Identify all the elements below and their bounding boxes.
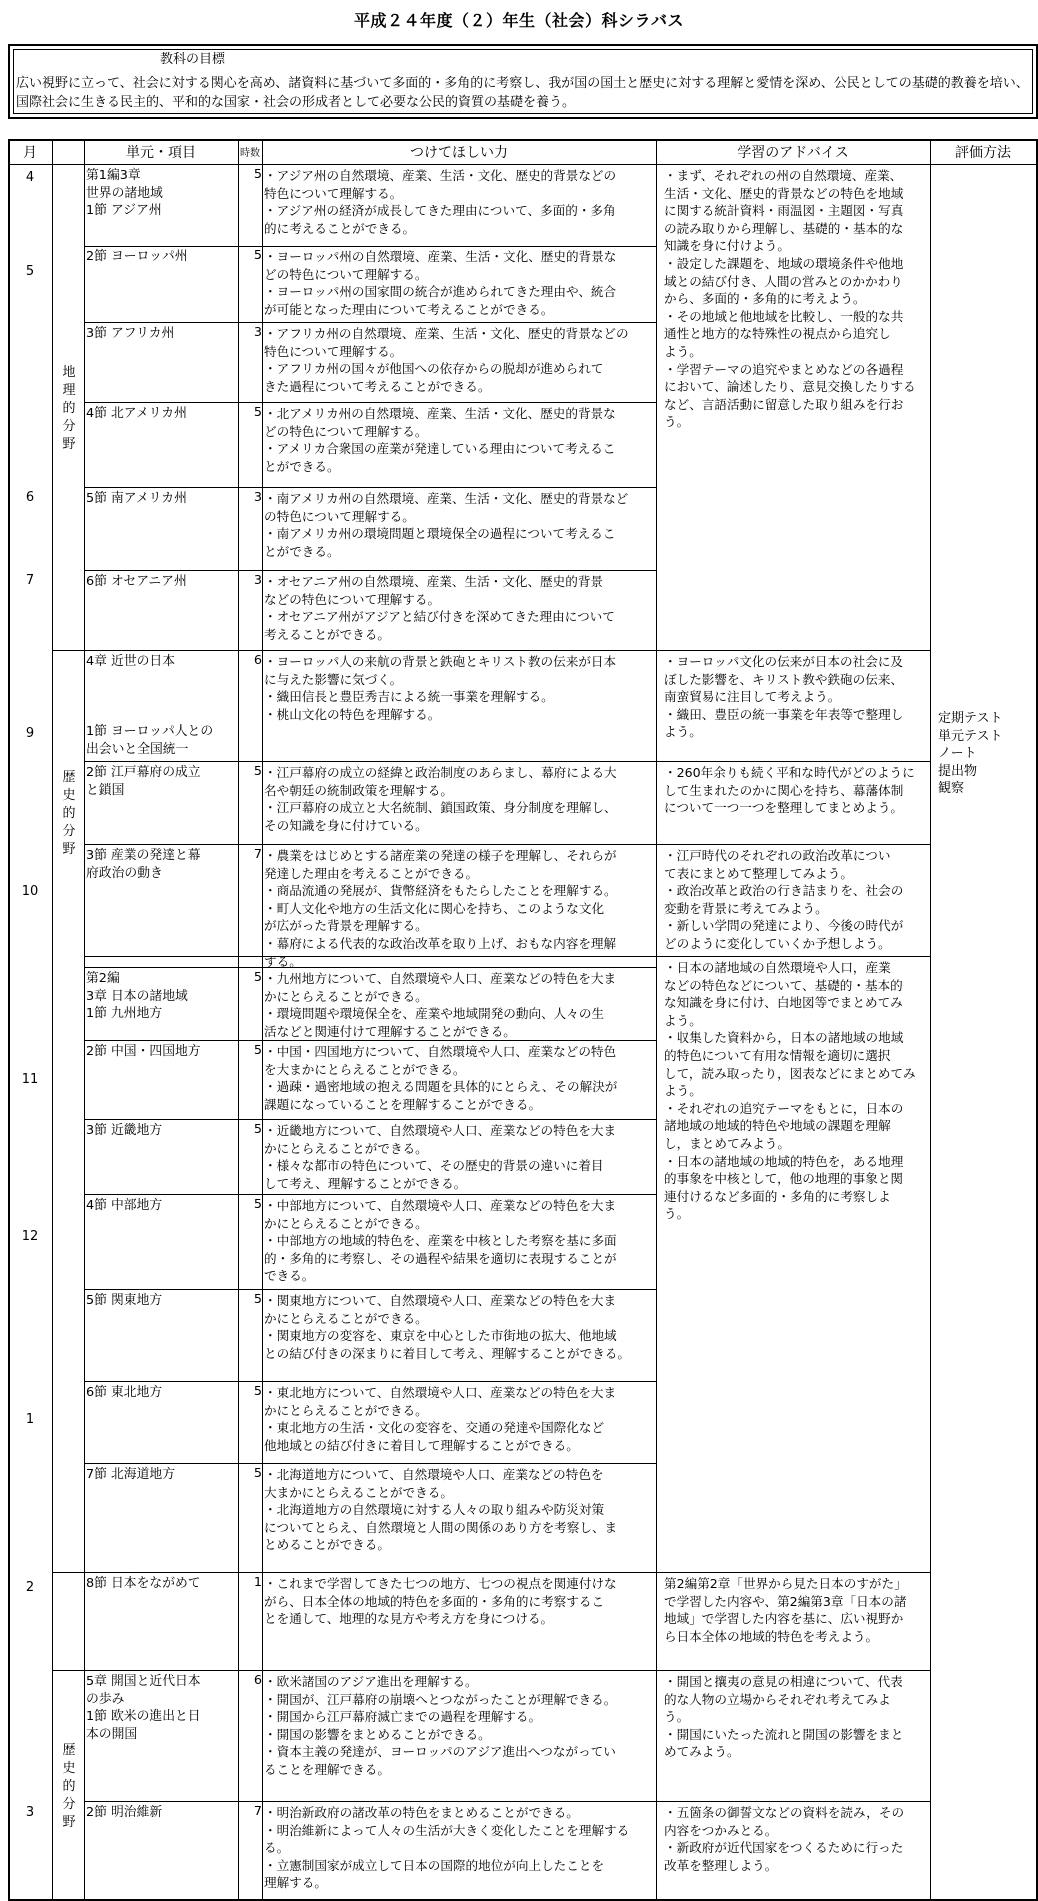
column-divider xyxy=(52,139,53,1901)
hours-cell: 5 xyxy=(253,248,262,263)
header-evaluation: 評価方法 xyxy=(955,144,1011,161)
goals-cell: ・欧米諸国のアジア進出を理解する。 ・開国が、江戸幕府の崩壊へとつながったことが理解できる。 ・開国から江戸幕府滅亡までの過程を理解する。 ・開国の影響をまとめることができる。 ・資本主義の発達が、ヨーロッパのアジア進出へつながってい ることを理解できる。 xyxy=(264,1674,617,1777)
unit-cell: 6節 オセアニア州 xyxy=(86,574,187,589)
unit-cell: 2節 ヨーロッパ州 xyxy=(86,249,188,264)
advice-cell: ・ヨーロッパ文化の伝来が日本の社会に及 ぼした影響を、キリスト教や鉄砲の伝来、 南蛮貿易に注目して考えよう。 ・織田、豊臣の統一事業を年表等で整理し よう。 xyxy=(664,654,904,740)
goals-cell: ・明治新政府の諸改革の特色をまとめることができる。 ・明治維新によって人々の生活が大きく変化したことを理解する る。 ・立憲制国家が成立して日本の国際的地位が向上したことを 理解する。 xyxy=(264,1805,630,1891)
header-unit: 単元・項目 xyxy=(126,144,196,161)
month-label: 7 xyxy=(25,573,35,588)
advice-cell: 第2編第2章「世界から見た日本のすがた」 で学習した内容や、第2編第3章「日本の諸 地域」で学習した内容を基に、広い視野か ら日本全体の地域的特色を考えよう。 xyxy=(664,1576,907,1644)
advice-cell: ・開国と攘夷の意見の相違について、代表 的な人物の立場からそれぞれ考えてみよ う。 ・開国にいたった流れと開国の影響をまと めてみよう。 xyxy=(664,1674,904,1760)
unit-cell: 8節 日本をながめて xyxy=(86,1576,201,1591)
row-divider xyxy=(52,1572,930,1573)
row-divider xyxy=(84,1463,656,1464)
header-month: 月 xyxy=(23,144,37,161)
month-label: 2 xyxy=(25,1580,35,1595)
unit-cell: 2節 江戸幕府の成立 と鎖国 xyxy=(86,765,201,798)
hours-cell: 5 xyxy=(253,1122,262,1137)
unit-cell: 2節 明治維新 xyxy=(86,1805,163,1820)
unit-cell: 第2編 3章 日本の諸地域 1節 九州地方 xyxy=(86,971,188,1022)
row-divider xyxy=(84,322,656,323)
month-label: 3 xyxy=(25,1805,35,1820)
row-divider xyxy=(84,1381,656,1382)
header-goals: つけてほしい力 xyxy=(410,144,508,161)
month-label: 10 xyxy=(21,884,39,899)
course-goal-text: 広い視野に立って、社会に対する関心を高め、諸資料に基づいて多面的・多角的に考察し、我が国の国土と歴史に対する理解と愛情を深め、公民としての基礎的教養を培い、国際社会に生きる民主的、平和的な国家・社会の形成者として必要な公民的資質の基礎を養う。 xyxy=(16,76,1029,110)
hours-cell: 5 xyxy=(253,764,262,779)
hours-cell: 5 xyxy=(253,970,262,985)
month-label: 12 xyxy=(21,1229,39,1244)
unit-cell: 第1編3章 世界の諸地域 1節 アジア州 xyxy=(86,168,163,219)
goals-cell: ・南アメリカ州の自然環境、産業、生活・文化、歴史的背景など の特色について理解する。 ・南アメリカ州の環境問題と環境保全の過程について考えるこ とができる。 xyxy=(264,491,629,559)
unit-cell: 3節 近畿地方 xyxy=(86,1123,163,1138)
unit-cell: 6節 東北地方 xyxy=(86,1385,163,1400)
unit-cell: 3節 産業の発達と幕 府政治の動き xyxy=(86,848,201,881)
goals-cell: ・九州地方について、自然環境や人口、産業などの特色を大ま かにとらえることができる。 ・環境問題や環境保全を、産業や地域開発の動向、人々の生 活などと関連付けて理解することができる。 xyxy=(264,971,617,1039)
hours-cell: 5 xyxy=(253,1466,262,1481)
goals-cell: ・東北地方について、自然環境や人口、産業などの特色を大ま かにとらえることができる。 ・東北地方の生活・文化の変容を、交通の発達や国際化など 他地域との結び付きに着目して理解することができる。 xyxy=(264,1385,617,1453)
unit-cell: 3節 アフリカ州 xyxy=(86,326,175,341)
goals-cell: ・近畿地方について、自然環境や人口、産業などの特色を大ま かにとらえることができる。 ・様々な都市の特色について、その歴史的背景の違いに着目 して考え、理解することができる。 xyxy=(264,1123,617,1191)
course-goal-label: 教科の目標 xyxy=(160,52,226,67)
header-advice: 学習のアドバイス xyxy=(737,144,849,161)
unit-cell: 4節 北アメリカ州 xyxy=(86,406,187,421)
unit-cell: 2節 中国・四国地方 xyxy=(86,1044,201,1059)
hours-cell: 1 xyxy=(253,1575,262,1590)
goals-cell: ・中国・四国地方について、自然環境や人口、産業などの特色 を大まかにとらえることができる。 ・過疎・過密地域の抱える問題を具体的にとらえ、その解決が 課題になっていることを理解することができる。 xyxy=(264,1044,618,1112)
hours-cell: 6 xyxy=(253,653,262,668)
header-divider xyxy=(8,164,1038,165)
advice-cell: ・まず、それぞれの州の自然環境、産業、 生活・文化、歴史的背景などの特色を地域 に関する統計資料・雨温図・主題図・写真 の読み取りから理解し、基礎的・基本的な 知識を身に付けよう。 ・設定した課題を、地域の環境条件や他地 域との結び付き、人間の営みとのかかわり から、多面的・多角的に考えよう。 ・その地域と他地域を比較し、一般的な共 通性と地方的な特殊性の視点から追究し よう。 ・学習テーマの追究やまとめなどの各過程 において、論述したり、意見交換したりする など、言語活動に留意した取り組みを行お う。 xyxy=(664,168,916,430)
evaluation-methods: 定期テスト 単元テスト ノート 提出物 観察 xyxy=(938,711,1003,797)
month-label: 9 xyxy=(25,726,35,741)
goals-cell: ・アジア州の自然環境、産業、生活・文化、歴史的背景などの 特色について理解する。 ・アジア州の経済が成長してきた理由について、多面的・多角 的に考えることができる。 xyxy=(264,168,617,236)
column-divider xyxy=(238,139,239,1901)
hours-cell: 5 xyxy=(253,405,262,420)
page-title: 平成２４年度（２）年生（社会）科シラバス xyxy=(353,11,684,30)
unit-cell: 4章 近世の日本 1節 ヨーロッパ人との 出会いと全国統一 xyxy=(86,654,214,757)
row-divider xyxy=(84,402,656,403)
goals-cell: ・オセアニア州の自然環境、産業、生活・文化、歴史的背景 などの特色について理解する。 ・オセアニア州がアジアと結び付きを深めてきた理由について 考えることができる。 xyxy=(264,574,615,642)
row-divider xyxy=(52,1670,930,1671)
advice-cell: ・260年余りも続く平和な時代がどのように して生まれたのかに関心を持ち、幕藩体制 について一つ一つを整理してまとめよう。 xyxy=(664,765,915,816)
goals-cell: ・北海道地方について、自然環境や人口、産業などの特色を 大まかにとらえることができる。 ・北海道地方の自然環境に対する人々の取り組みや防災対策 についてとらえ、自然環境と人間の関係のあり方を考察し、ま とめることができる。 xyxy=(264,1467,618,1553)
goals-cell: ・ヨーロッパ州の自然環境、産業、生活・文化、歴史的背景な どの特色について理解する。 ・ヨーロッパ州の国家間の統合が進められてきた理由や、統合 が可能となった理由について考えることができる。 xyxy=(264,249,617,317)
month-label: 11 xyxy=(21,1072,39,1087)
hours-cell: 3 xyxy=(253,490,262,505)
hours-cell: 7 xyxy=(253,1804,262,1819)
hours-cell: 3 xyxy=(253,325,262,340)
column-divider xyxy=(262,139,263,1901)
advice-cell: ・日本の諸地域の自然環境や人口，産業 などの特色などについて、基礎的・基本的 な知識を身に付け、白地図等でまとめてみ よう。 ・収集した資料から，日本の諸地域の地域 的特色について有用な情報を適切に選択 して，読み取ったり，図表などにまとめてみ よう。 ・それぞれの追究テーマをもとに，日本の 諸地域の地域的特色や地域の課題を理解 し，まとめてみよう。 ・日本の諸地域の地域的特色を，ある地理 的事象を中核として，他の地理的事象と関 連付けるなど多面的・多角的に考察しよ う。 xyxy=(664,960,916,1222)
month-label: 5 xyxy=(25,264,35,279)
column-divider xyxy=(84,139,85,1901)
unit-cell: 5節 南アメリカ州 xyxy=(86,491,187,506)
row-divider xyxy=(84,570,656,571)
goals-cell: ・ヨーロッパ人の来航の背景と鉄砲とキリスト教の伝来が日本 に与えた影響に気づく。 ・織田信長と豊臣秀吉による統一事業を理解する。 ・桃山文化の特色を理解する。 xyxy=(264,654,617,722)
unit-cell: 5節 関東地方 xyxy=(86,1293,163,1308)
goals-cell: ・アフリカ州の自然環境、産業、生活・文化、歴史的背景などの 特色について理解する。 ・アフリカ州の国々が他国への依存からの脱却が進められて きた過程について考えることができる。 xyxy=(264,326,629,394)
hours-cell: 7 xyxy=(253,847,262,862)
row-divider xyxy=(84,487,656,488)
month-label: 6 xyxy=(25,490,35,505)
row-divider xyxy=(84,844,930,845)
header-hours: 時数 xyxy=(240,148,260,159)
row-divider xyxy=(84,1119,656,1120)
advice-cell: ・江戸時代のそれぞれの政治改革につい て表にまとめて整理してみよう。 ・政治改革と政治の行き詰まりを、社会の 変動を背景に考えてみよう。 ・新しい学問の発達により、今後の時代が どのように変化していくか予想しよう。 xyxy=(664,848,904,951)
month-label: 4 xyxy=(25,170,35,185)
advice-cell: ・五箇条の御誓文などの資料を読み，その 内容をつかみとる。 ・新政府が近代国家をつくるために行った 改革を整理しよう。 xyxy=(664,1805,905,1873)
goals-cell: ・中部地方について、自然環境や人口、産業などの特色を大ま かにとらえることができる。 ・中部地方の地域的特色を、産業を中核とした考察を基に多面 的・多角的に考察し、その過程や結果を適切に表現することが できる。 xyxy=(264,1198,617,1284)
row-divider xyxy=(84,1289,656,1290)
goals-cell: ・北アメリカ州の自然環境、産業、生活・文化、歴史的背景な どの特色について理解する。 ・アメリカ合衆国の産業が発達している理由について考えるこ とができる。 xyxy=(264,406,616,474)
goals-cell: ・江戸幕府の成立の経緯と政治制度のあらまし、幕府による大 名や朝廷の統制政策を理解する。 ・江戸幕府の成立と大名統制、鎖国政策、身分制度を理解し、 その知識を身に付けている。 xyxy=(264,765,617,833)
row-divider xyxy=(84,761,930,762)
goals-cell: ・関東地方について、自然環境や人口、産業などの特色を大ま かにとらえることができる。 ・関東地方の変容を、東京を中心とした市街地の拡大、他地域 との結び付きの深まりに着目して考え、理解することができる。 xyxy=(264,1293,630,1361)
syllabus-table xyxy=(8,139,1038,1901)
table-border-left xyxy=(8,139,10,1901)
hours-cell: 5 xyxy=(253,1292,262,1307)
hours-cell: 6 xyxy=(253,1673,262,1688)
unit-cell: 4節 中部地方 xyxy=(86,1198,163,1213)
hours-cell: 5 xyxy=(253,1043,262,1058)
unit-cell: 7節 北海道地方 xyxy=(86,1467,175,1482)
hours-cell: 3 xyxy=(253,573,262,588)
row-divider xyxy=(52,650,930,651)
course-goal-box xyxy=(8,44,1038,119)
unit-cell: 5章 開国と近代日本 の歩み 1節 欧米の進出と日 本の開国 xyxy=(86,1674,201,1742)
goals-cell: ・農業をはじめとする諸産業の発達の様子を理解し、それらが 発達した理由を考えることができる。 ・商品流通の発展が、貨幣経済をもたらしたことを理解する。 ・町人文化や地方の生活文化に関心を持ち、このような文化 が広がった背景を理解する。 ・幕府による代表的な政治改革を取り上げ、おもな内容を理解 する。 xyxy=(264,848,617,969)
field-label-geography: 地 理 的 分 野 xyxy=(62,365,76,452)
month-label: 1 xyxy=(25,1412,35,1427)
field-label-history: 歴 史 的 分 野 xyxy=(62,1743,76,1830)
goals-cell: ・これまで学習してきた七つの地方、七つの視点を関連付けな がら、日本全体の地域的特色を多面的・多角的に考察するこ とを通して、地理的な見方や考え方を身につける。 xyxy=(264,1576,617,1627)
row-divider xyxy=(84,1801,930,1802)
row-divider xyxy=(84,1194,656,1195)
row-divider xyxy=(84,246,656,247)
field-label-history: 歴 史 的 分 野 xyxy=(62,770,76,857)
hours-cell: 5 xyxy=(253,1384,262,1399)
hours-cell: 5 xyxy=(253,167,262,182)
hours-cell: 5 xyxy=(253,1197,262,1212)
